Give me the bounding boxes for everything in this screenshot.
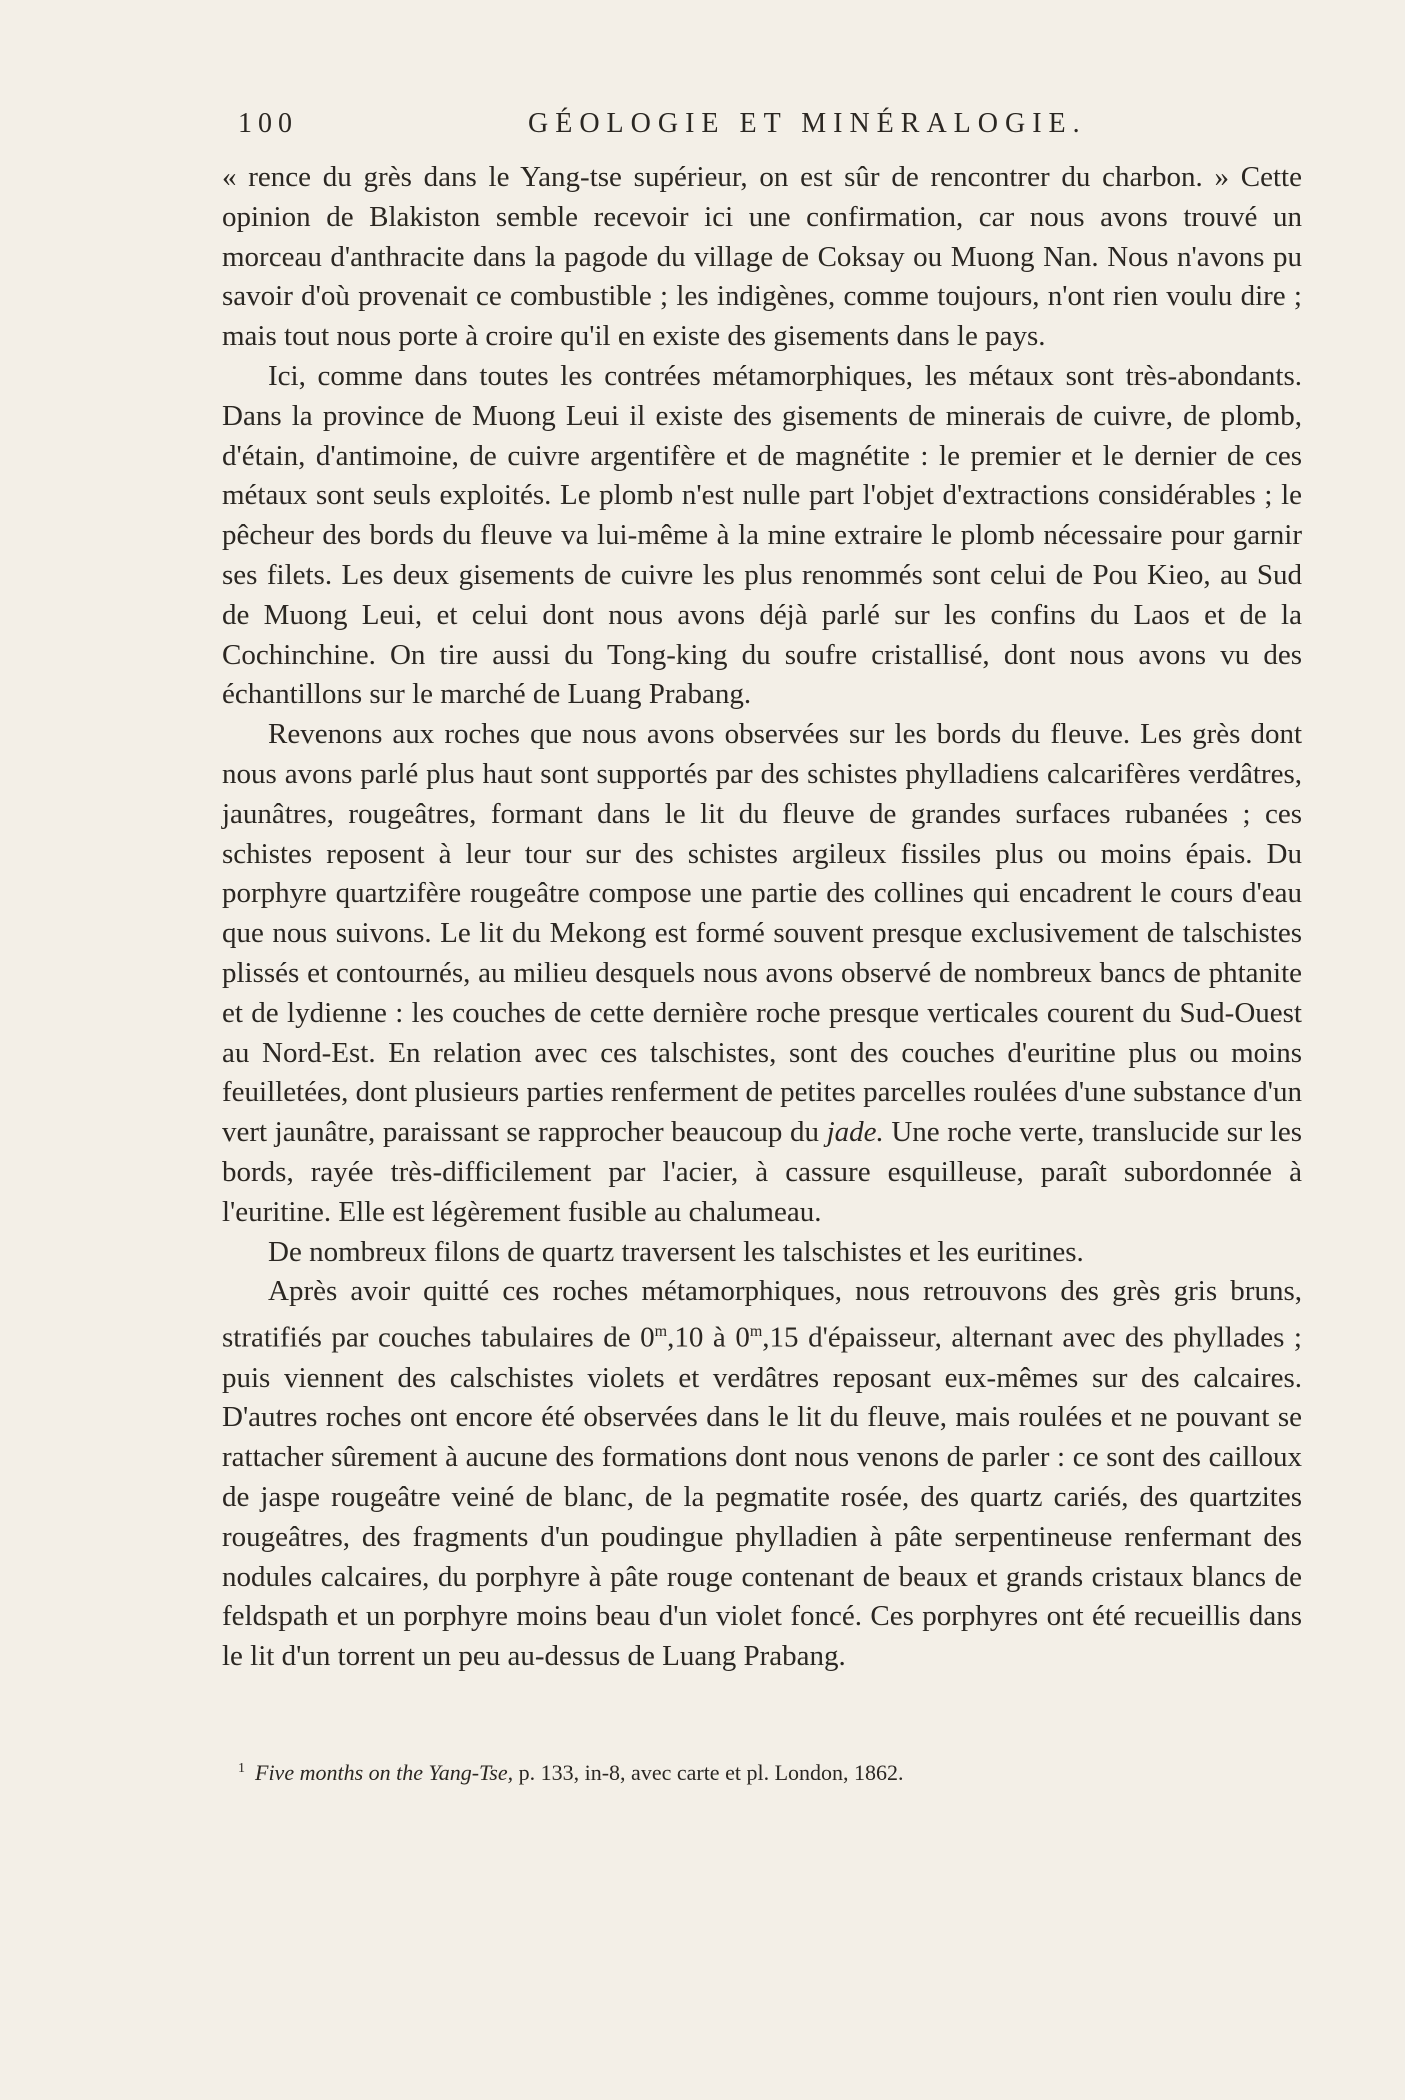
paragraph-4-text: De nombreux filons de quartz traversent les talschistes et les euritines.: [268, 1235, 1084, 1268]
page-header: [238, 100, 1300, 150]
paragraph-quartz: [222, 1233, 1302, 1273]
paragraph-3-italic-word: jade.: [826, 1116, 884, 1149]
unit-superscript: m: [654, 1323, 668, 1341]
body-text: [222, 158, 1302, 1677]
footnote-book-title: Five months on the Yang-Tse,: [255, 1760, 514, 1785]
paragraph-2-text: Ici, comme dans toutes les contrées métamorphiques, les métaux sont très-abondants. Dans la province de Muong Leui il existe des gisements de minerais de cuivre, de plomb, d'étain, d'antimoine, de cuivre argentifère et de magnétite : le premier et le dernier de ces métaux sont seuls exploités. Le plomb n'est nulle part l'objet d'extractions considérables ; le pêcheur des bords du fleuve va lui-même à la mine extraire le plomb nécessaire pour garnir ses filets. Les deux gisements de cuivre les plus renommés sont celui de Pou Kieo, au Sud de Muong Leui, et celui dont nous avons déjà parlé sur les confins du Laos et de la Cochinchine. On tire aussi du Tong-king du soufre cristallisé, dont nous avons vu des échantillons sur le marché de Luang Prabang.: [222, 359, 1302, 711]
running-title: GÉOLOGIE ET MINÉRALOGIE.: [528, 108, 1087, 139]
paragraph-continuation: [222, 158, 1302, 357]
paragraph-1-text: « rence du grès dans le Yang-tse supérieur, on est sûr de rencontrer du charbon. » Cette opinion de Blakiston semble recevoir ici une confirmation, car nous avons trouvé un morceau d'anthracite dans la pagode du village de Coksay ou Muong Nan. Nous n'avons pu savoir d'où provenait ce combustible ; les indigènes, comme toujours, n'ont rien voulu dire ; mais tout nous porte à croire qu'il en existe des gisements dans le pays.: [222, 161, 1302, 353]
paragraph-3-text: Revenons aux roches que nous avons observées sur les bords du fleuve. Les grès dont nous avons parlé plus haut sont supportés par des schistes phylladiens calcarifères verdâtres, jaunâtres, rougeâtres, formant dans le lit du fleuve de grandes surfaces rubanées ; ces schistes reposent à leur tour sur des schistes argileux fissiles plus ou moins épais. Du porphyre quartzifère rougeâtre compose une partie des collines qui encadrent le cours d'eau que nous suivons. Le lit du Mekong est formé souvent presque exclusivement de talschistes plissés et contournés, au milieu desquels nous avons observé de nombreux bancs de phtanite et de lydienne : les couches de cette dernière roche presque verticales courent du Sud-Ouest au Nord-Est. En relation avec ces talschistes, sont des couches d'euritine plus ou moins feuilletées, dont plusieurs parties renferment de petites parcelles roulées d'une substance d'un vert jaunâtre, paraissant se rapprocher beaucoup du: [222, 718, 1302, 1149]
paragraph-3-text-end: Une roche verte, translucide sur les bords, rayée très-difficilement par l'acier, à cassure esquilleuse, paraît subordonnée à l'euritine. Elle est légèrement fusible au chalumeau.: [222, 1116, 1303, 1228]
footnote-mark: 1: [238, 1760, 245, 1776]
footnote: [238, 1760, 1298, 1786]
footnote-details: p. 133, in-8, avec carte et pl. London, 1862.: [513, 1760, 904, 1785]
paragraph-sandstone: [222, 1272, 1302, 1677]
paragraph-5-text-mid: ,10 à 0: [667, 1321, 750, 1354]
paragraph-5-text: Après avoir quitté ces roches métamorphiques, nous retrouvons des grès gris bruns, stratifiés par couches tabulaires de 0: [222, 1275, 1302, 1354]
unit-superscript: m: [749, 1323, 763, 1341]
paragraph-metals: [222, 357, 1302, 715]
paragraph-5-text-end: ,15 d'épaisseur, alternant avec des phyllades ; puis viennent des calschistes violets et verdâtres reposant eux-mêmes sur des calcaires. D'autres roches ont encore été observées dans le lit du fleuve, mais roulées et ne pouvant se rattacher sûrement à aucune des formations dont nous venons de parler : ce sont des cailloux de jaspe rougeâtre veiné de blanc, de la pegmatite rosée, des quartz cariés, des quartzites rougeâtres, des fragments d'un poudingue phylladien à pâte serpentineuse renfermant des nodules calcaires, du porphyre à pâte rouge contenant de beaux et grands cristaux blancs de feldspath et un porphyre moins beau d'un violet foncé. Ces porphyres ont été recueillis dans le lit d'un torrent un peu au-dessus de Luang Prabang.: [222, 1321, 1302, 1673]
paragraph-rocks: [222, 715, 1302, 1232]
page-number: 100: [238, 108, 298, 139]
